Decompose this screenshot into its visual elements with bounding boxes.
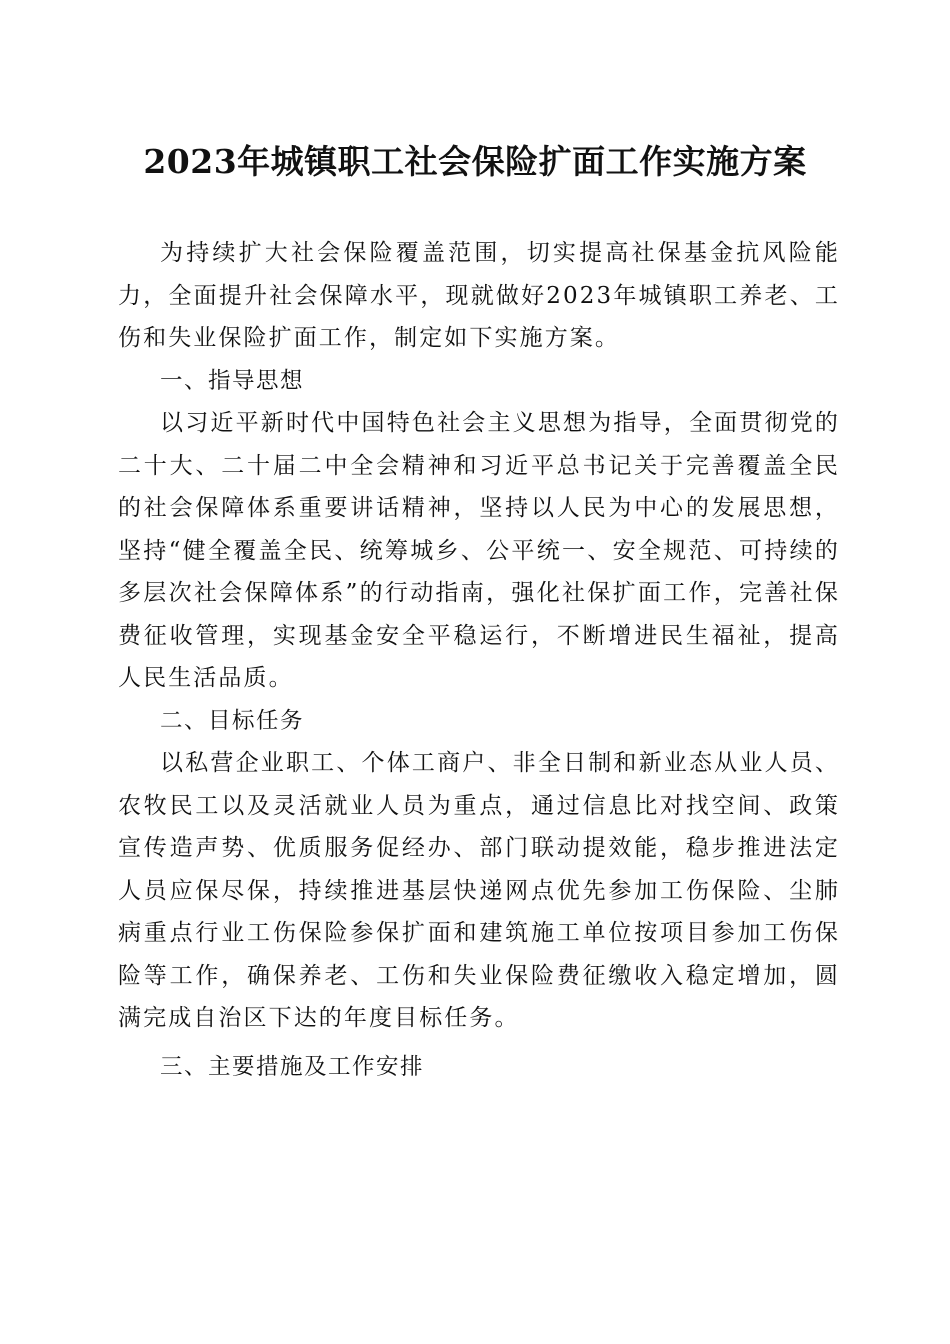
section-paragraph-guiding-ideology: 以习近平新时代中国特色社会主义思想为指导，全面贯彻党的二十大、二十届二中全会精神和习近平总书记关于完善覆盖全民的社会保障体系重要讲话精神，坚持以人民为中心的发展思想，坚持“健全覆盖全民、统筹城乡、公平统一、安全规范、可持续的多层次社会保障体系”的行动指南，强化社保扩面工作，完善社保费征收管理，实现基金安全平稳运行，不断增进民生福祉，提高人民生活品质。 xyxy=(118,410,840,691)
section-paragraph-objectives: 以私营企业职工、个体工商户、非全日制和新业态从业人员、农牧民工以及灵活就业人员为重点，通过信息比对找空间、政策宣传造声势、优质服务促经办、部门联动提效能，稳步推进法定人员应保尽保，持续推进基层快递网点优先参加工伤保险、尘肺病重点行业工伤保险参保扩面和建筑施工单位按项目参加工伤保险等工作，确保养老、工伤和失业保险费征缴收入稳定增加，圆满完成自治区下达的年度目标任务。 xyxy=(118,750,840,1031)
document-body xyxy=(118,232,840,1088)
document-title: 2023年城镇职工社会保险扩面工作实施方案 xyxy=(143,142,807,181)
section-heading-measures: 三、主要措施及工作安排 xyxy=(160,1053,425,1080)
intro-paragraph: 为持续扩大社会保险覆盖范围，切实提高社保基金抗风险能力，全面提升社会保障水平，现就做好2023年城镇职工养老、工伤和失业保险扩面工作，制定如下实施方案。 xyxy=(118,240,840,351)
section-heading-guiding-ideology: 一、指导思想 xyxy=(160,367,305,394)
section-heading-objectives: 二、目标任务 xyxy=(160,707,305,734)
